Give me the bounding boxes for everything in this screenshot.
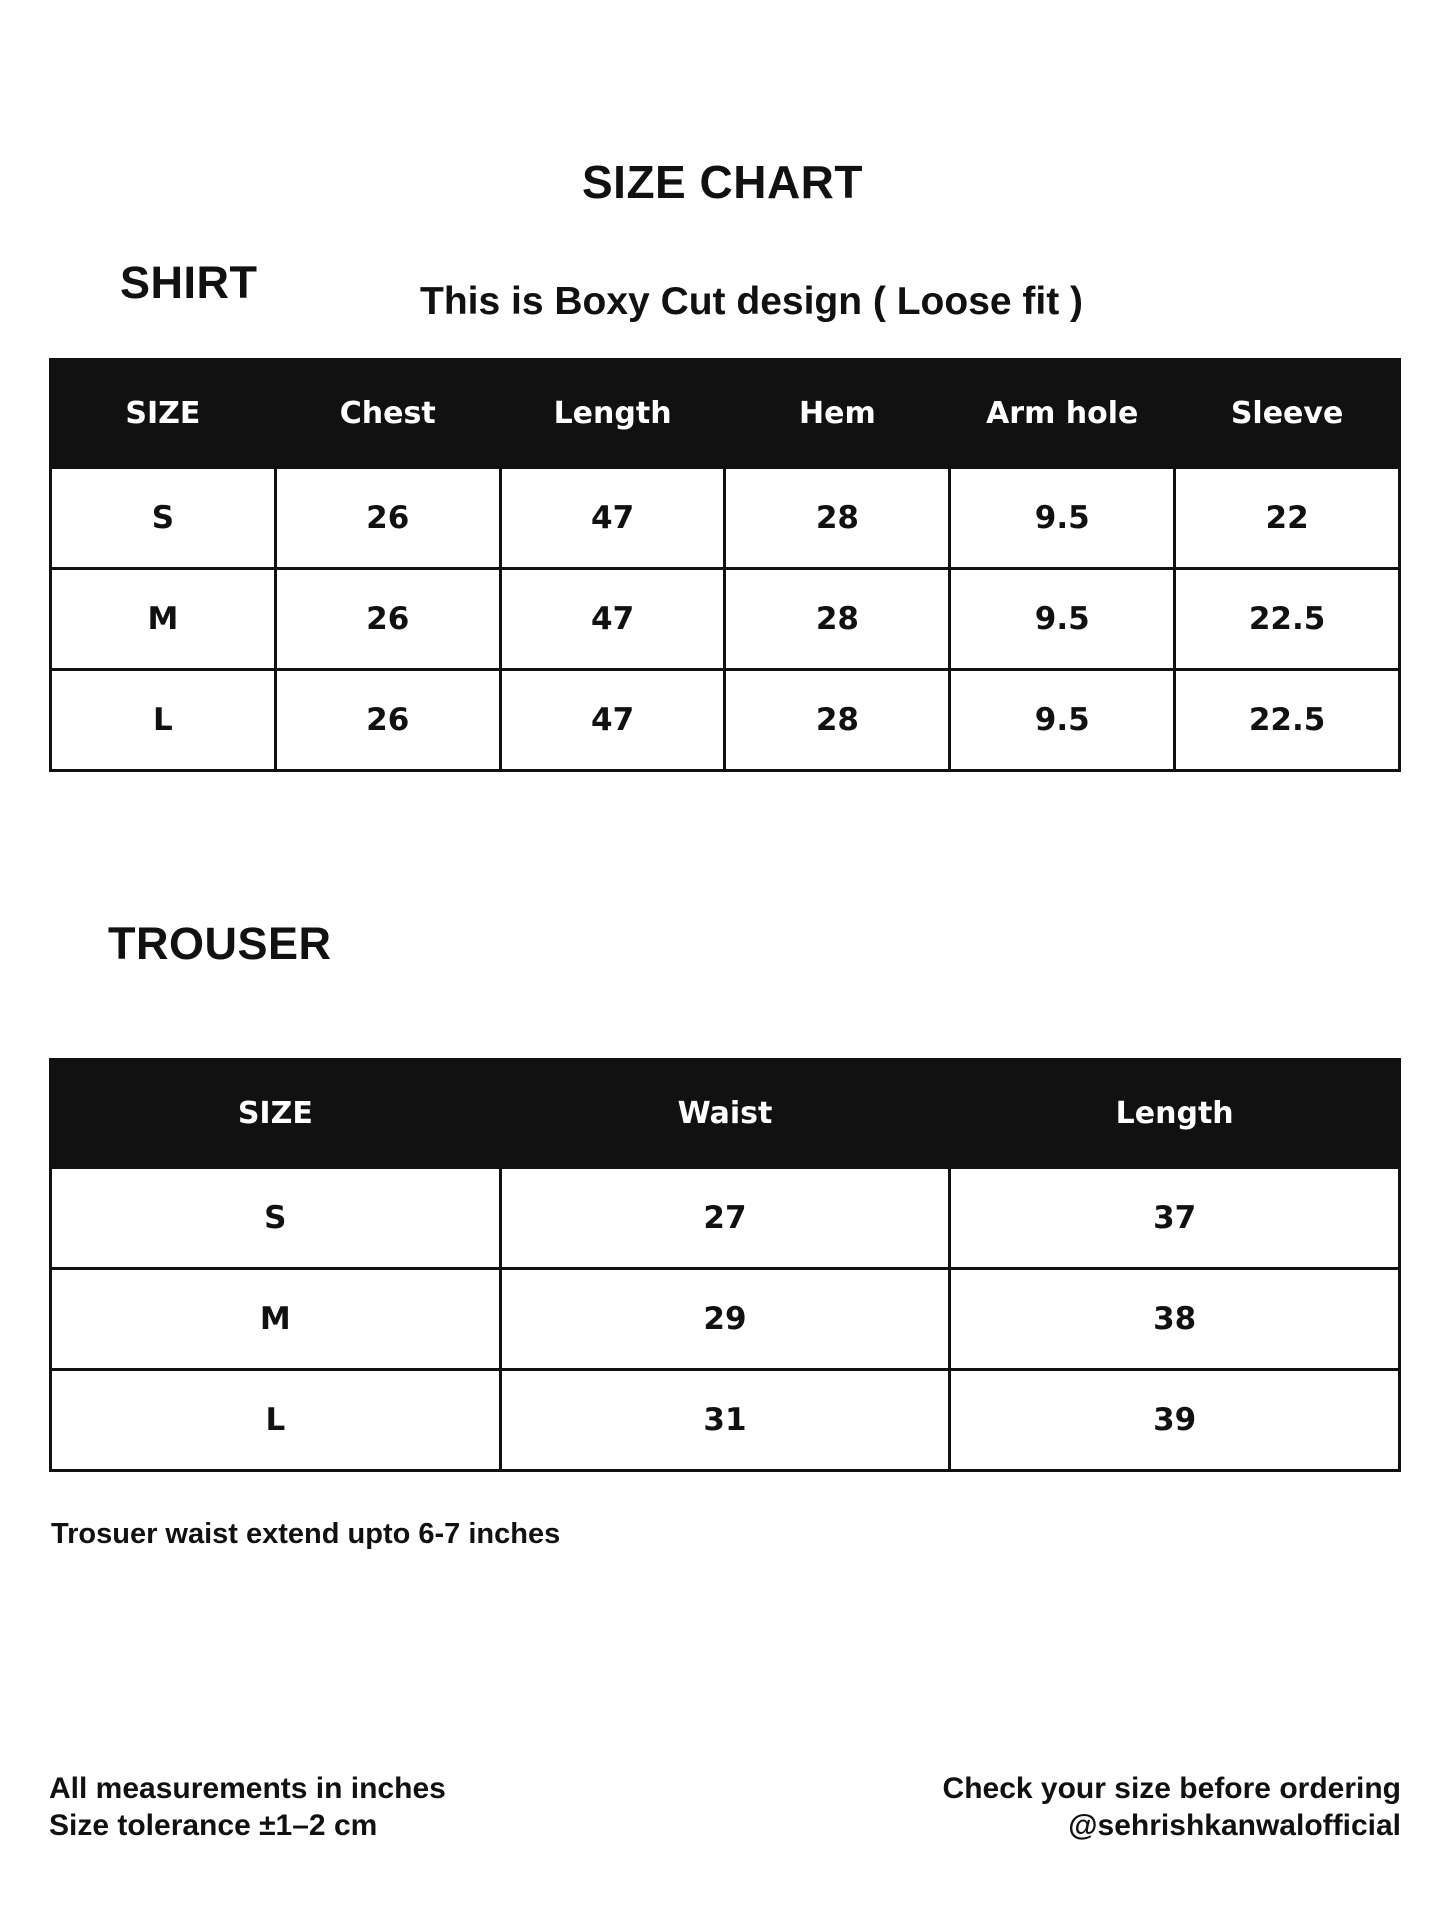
table-cell: 9.5 bbox=[950, 468, 1175, 569]
page-title: SIZE CHART bbox=[582, 156, 863, 208]
table-cell: 47 bbox=[500, 569, 725, 670]
footer-tolerance-text: Size tolerance ±1–2 cm bbox=[49, 1809, 378, 1842]
table-cell: S bbox=[51, 1168, 501, 1269]
trouser-col-length: Length bbox=[950, 1060, 1400, 1168]
table-cell: 39 bbox=[950, 1370, 1400, 1471]
table-row bbox=[51, 1269, 1400, 1370]
table-row bbox=[51, 1168, 1400, 1269]
shirt-table-header-row bbox=[51, 360, 1400, 468]
shirt-heading: SHIRT bbox=[120, 257, 258, 308]
table-row bbox=[51, 670, 1400, 771]
table-cell: 22.5 bbox=[1175, 670, 1400, 771]
table-cell: M bbox=[51, 1269, 501, 1370]
footer-check-size-text: Check your size before ordering bbox=[942, 1772, 1401, 1805]
shirt-col-sleeve: Sleeve bbox=[1175, 360, 1400, 468]
table-cell: 26 bbox=[275, 468, 500, 569]
table-cell: L bbox=[51, 670, 276, 771]
shirt-col-chest: Chest bbox=[275, 360, 500, 468]
table-row bbox=[51, 569, 1400, 670]
table-cell: 38 bbox=[950, 1269, 1400, 1370]
table-cell: 27 bbox=[500, 1168, 950, 1269]
trouser-size-table bbox=[49, 1058, 1401, 1472]
footer-measurement-info bbox=[49, 1770, 446, 1844]
trouser-waist-note: Trosuer waist extend upto 6-7 inches bbox=[51, 1518, 561, 1550]
shirt-col-length: Length bbox=[500, 360, 725, 468]
trouser-col-waist: Waist bbox=[500, 1060, 950, 1168]
table-row bbox=[51, 1370, 1400, 1471]
shirt-fit-subtitle: This is Boxy Cut design ( Loose fit ) bbox=[420, 280, 1084, 323]
table-cell: 26 bbox=[275, 569, 500, 670]
shirt-col-arm-hole: Arm hole bbox=[950, 360, 1175, 468]
table-cell: 31 bbox=[500, 1370, 950, 1471]
table-cell: M bbox=[51, 569, 276, 670]
trouser-heading: TROUSER bbox=[108, 918, 332, 969]
table-cell: 28 bbox=[725, 670, 950, 771]
table-cell: 28 bbox=[725, 569, 950, 670]
table-cell: S bbox=[51, 468, 276, 569]
table-cell: 22.5 bbox=[1175, 569, 1400, 670]
table-cell: 47 bbox=[500, 670, 725, 771]
trouser-col-size: SIZE bbox=[51, 1060, 501, 1168]
table-cell: 47 bbox=[500, 468, 725, 569]
shirt-col-size: SIZE bbox=[51, 360, 276, 468]
trouser-table-header-row bbox=[51, 1060, 1400, 1168]
footer-social-handle: @sehrishkanwalofficial bbox=[1068, 1809, 1401, 1842]
shirt-size-table bbox=[49, 358, 1401, 772]
shirt-col-hem: Hem bbox=[725, 360, 950, 468]
table-cell: 22 bbox=[1175, 468, 1400, 569]
table-cell: 9.5 bbox=[950, 569, 1175, 670]
table-cell: 28 bbox=[725, 468, 950, 569]
table-cell: 37 bbox=[950, 1168, 1400, 1269]
footer-ordering-info bbox=[943, 1770, 1401, 1844]
table-cell: 9.5 bbox=[950, 670, 1175, 771]
table-cell: 26 bbox=[275, 670, 500, 771]
footer-units-text: All measurements in inches bbox=[49, 1772, 446, 1805]
table-cell: 29 bbox=[500, 1269, 950, 1370]
table-cell: L bbox=[51, 1370, 501, 1471]
table-row bbox=[51, 468, 1400, 569]
